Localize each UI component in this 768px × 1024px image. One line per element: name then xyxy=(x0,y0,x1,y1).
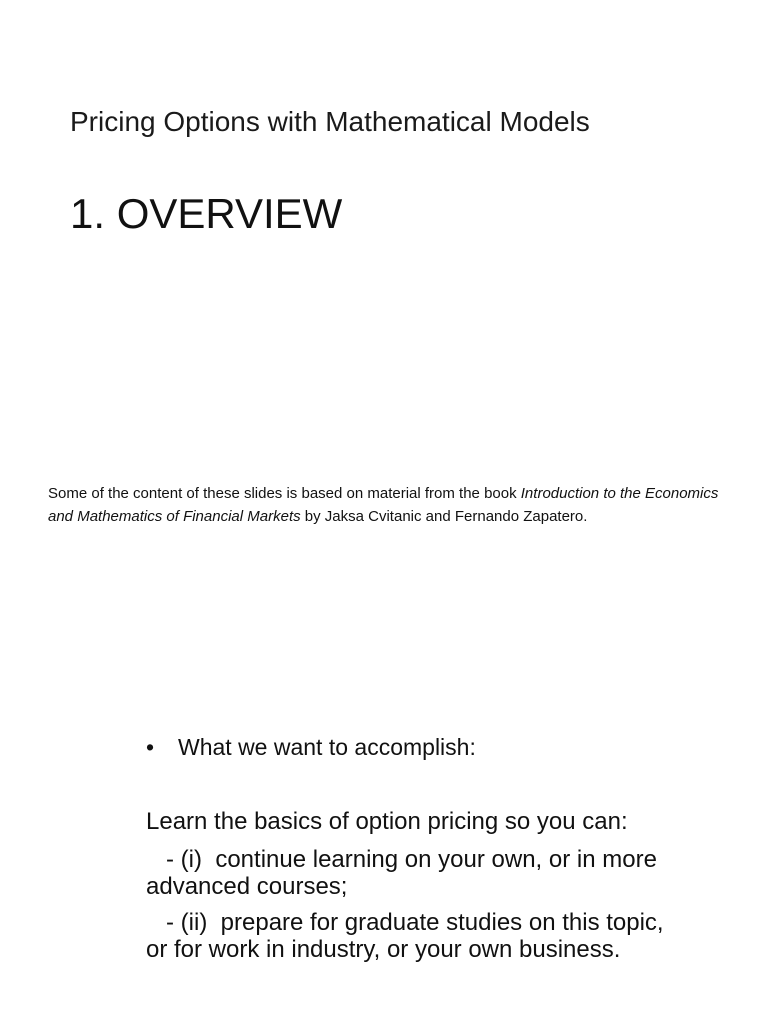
slide-subtitle: Pricing Options with Mathematical Models xyxy=(70,106,590,137)
bullet-item xyxy=(146,734,476,761)
section-title: 1. OVERVIEW xyxy=(70,190,343,237)
credit-suffix: by Jaksa Cvitanic and Fernando Zapatero. xyxy=(300,508,588,525)
source-credit xyxy=(48,482,738,528)
goal-item-ii: - (ii) prepare for graduate studies on this topic, or for work in industry, or your own business. xyxy=(146,909,671,963)
lead-text: Learn the basics of option pricing so you can: xyxy=(146,808,628,835)
bullet-text: What we want to accomplish: xyxy=(178,734,476,760)
goal-item-i: - (i) continue learning on your own, or in more advanced courses; xyxy=(146,846,664,900)
book-title: Introduction to the Economics and Mathematics of Financial Markets xyxy=(48,485,719,525)
bullet-dot-icon: • xyxy=(146,734,155,760)
credit-prefix: Some of the content of these slides is based on material from the book xyxy=(48,485,521,502)
